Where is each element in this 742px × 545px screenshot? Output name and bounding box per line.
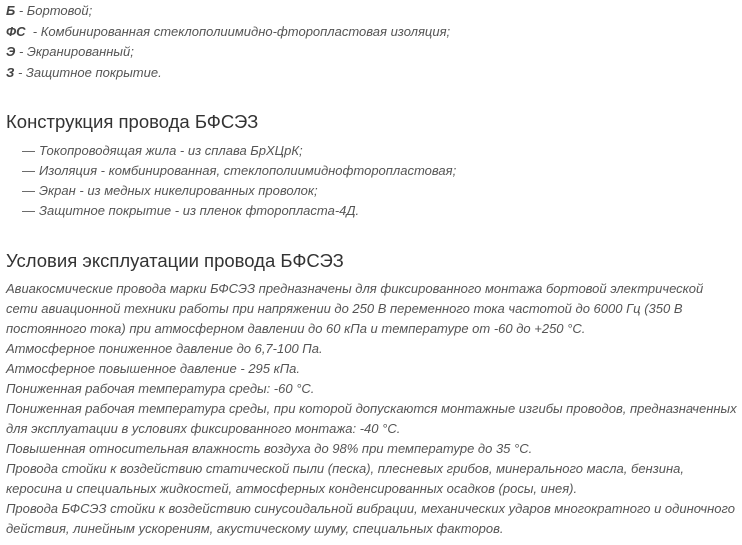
abbreviation-item — [6, 63, 742, 84]
abbreviation-list — [6, 0, 742, 83]
list-item — [22, 161, 742, 181]
list-item-text: Экран - из медных никелированных проволок; — [39, 183, 318, 198]
dash-marker: — — [22, 203, 35, 218]
paragraph: Атмосферное пониженное давление до 6,7-100 Па. — [6, 341, 323, 356]
abbreviation-text: - Комбинированная стеклополиимидно-фторопластовая изоляция; — [25, 23, 451, 39]
dash-marker: — — [22, 183, 35, 198]
conditions-text — [6, 279, 738, 539]
paragraph: Пониженная рабочая температура среды, при которой допускаются монтажные изгибы проводов, предназначенных для эксплуатации в условиях фиксированного монтажа: -40 °С. — [6, 401, 737, 436]
list-item-text: Токопроводящая жила - из сплава БрХЦрК; — [39, 143, 303, 158]
paragraph: Провода стойки к воздействию статической пыли (песка), плесневых грибов, минерального масла, бензина, керосина и специальных жидкостей, атмосферных конденсированных осадков (росы, инея). — [6, 461, 684, 496]
construction-heading: Конструкция провода БФСЭЗ — [6, 111, 259, 132]
abbreviation-key: ФС — [6, 23, 26, 39]
paragraph: Атмосферное повышенное давление - 295 кПа. — [6, 361, 301, 376]
abbreviation-key: Э — [6, 44, 16, 59]
paragraph: Пониженная рабочая температура среды: -60 °С. — [6, 381, 315, 396]
paragraph: Повышенная относительная влажность воздуха до 98% при температуре до 35 °С. — [6, 441, 533, 456]
abbreviation-item — [6, 42, 742, 63]
abbreviation-text: - Бортовой; — [15, 3, 93, 18]
dash-marker: — — [22, 163, 35, 178]
abbreviation-text: - Защитное покрытие. — [14, 64, 162, 80]
conditions-heading: Условия эксплуатации провода БФСЭЗ — [6, 250, 344, 271]
abbreviation-item — [6, 1, 742, 22]
construction-list — [6, 141, 742, 221]
paragraph: Авиакосмические провода марки БФСЭЗ предназначены для фиксированного монтажа бортовой электрической сети авиационной техники работы при напряжении до 250 В переменного тока частотой до 6000 Гц (350 В постоянного тока) при атмосферном давлении до 60 кПа и температуре от -60 до +250 °С. — [6, 281, 704, 336]
list-item-text: Защитное покрытие - из пленок фторопласта-4Д. — [39, 203, 360, 218]
paragraph: Провода БФСЭЗ стойки к воздействию синусоидальной вибрации, механических ударов многократного и одиночного действия, линейным ускорениям, акустическому шуму, специальных факторов. — [6, 501, 735, 536]
abbreviation-key: З — [6, 64, 15, 80]
abbreviation-text: - Экранированный; — [15, 44, 134, 59]
abbreviation-item — [6, 22, 742, 43]
list-item — [22, 141, 742, 161]
abbreviation-key: Б — [6, 3, 16, 18]
list-item-text: Изоляция - комбинированная, стеклополиимиднофторопластовая; — [39, 163, 457, 178]
dash-marker: — — [22, 143, 35, 158]
list-item — [22, 181, 742, 201]
list-item — [22, 201, 742, 221]
